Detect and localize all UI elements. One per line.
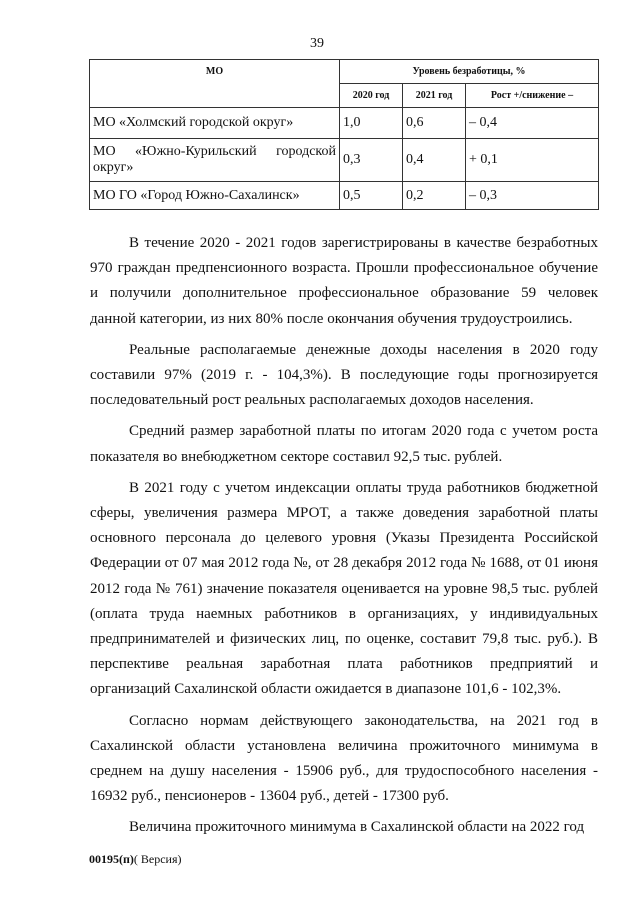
footer-version: ( Версия) — [133, 852, 182, 866]
paragraph: Величина прожиточного минимума в Сахалинской области на 2022 год — [129, 819, 585, 836]
header-unemployment-level: Уровень безработицы, % — [340, 60, 599, 84]
body-text — [90, 231, 598, 847]
page-number: 39 — [310, 36, 324, 51]
paragraph: Средний размер заработной платы по итогам 2020 года с учетом роста показателя во внебюджетном секторе составил 92,5 тыс. рублей. — [90, 423, 598, 465]
row-2020: 0,3 — [340, 139, 403, 182]
paragraph: В 2021 году с учетом индексации оплаты труда работников бюджетной сферы, увеличения размера МРОТ, а также доведения заработной платы основного персонала до целевого уровня (Указы Президента Российской Федерации от 07 мая 2012 года №, от 28 декабря 2012 года № 1688, от 01 июня 2012 года № 761) значение показателя оценивается на уровне 98,5 тыс. рублей (оплата труда наемных работников в организациях, у индивидуальных предпринимателей и физических лиц, по оценке, составит 79,8 тыс. руб.). В перспективе реальная заработная плата работников предприятий и организаций Сахалинской области ожидается в диапазоне 101,6 - 102,3%. — [90, 479, 598, 698]
header-2020: 2020 год — [340, 84, 403, 108]
table-row — [90, 182, 599, 210]
row-change: + 0,1 — [466, 139, 599, 182]
row-name: МО «Южно-Курильский городской округ» — [90, 139, 340, 182]
header-change: Рост +/снижение – — [466, 84, 599, 108]
row-2021: 0,6 — [403, 108, 466, 139]
footer — [89, 852, 182, 867]
row-change: – 0,3 — [466, 182, 599, 210]
table-header-row — [90, 60, 599, 84]
row-2021: 0,2 — [403, 182, 466, 210]
row-name: МО «Холмский городской округ» — [90, 108, 340, 139]
paragraph: Согласно нормам действующего законодательства, на 2021 год в Сахалинской области установлена величина прожиточного минимума в среднем на душу населения - 15906 руб., для трудоспособного населения - 16932 руб., пенсионеров - 13604 руб., детей - 17300 руб. — [90, 712, 598, 805]
header-2021: 2021 год — [403, 84, 466, 108]
row-2021: 0,4 — [403, 139, 466, 182]
paragraph: Реальные располагаемые денежные доходы населения в 2020 году составили 97% (2019 г. - 104,3%). В последующие годы прогнозируется последовательный рост реальных располагаемых доходов населения. — [90, 341, 598, 409]
header-mo: МО — [90, 60, 340, 108]
footer-code: 00195(п) — [89, 852, 134, 866]
row-change: – 0,4 — [466, 108, 599, 139]
row-2020: 1,0 — [340, 108, 403, 139]
paragraph: В течение 2020 - 2021 годов зарегистрированы в качестве безработных 970 граждан предпенсионного возраста. Прошли профессиональное обучение и получили дополнительное профессиональное образование 59 человек данной категории, из них 80% после окончания обучения трудоустроились. — [90, 235, 598, 327]
table-row — [90, 139, 599, 182]
table-row — [90, 108, 599, 139]
unemployment-table — [89, 59, 599, 210]
row-name: МО ГО «Город Южно-Сахалинск» — [90, 182, 340, 210]
row-2020: 0,5 — [340, 182, 403, 210]
